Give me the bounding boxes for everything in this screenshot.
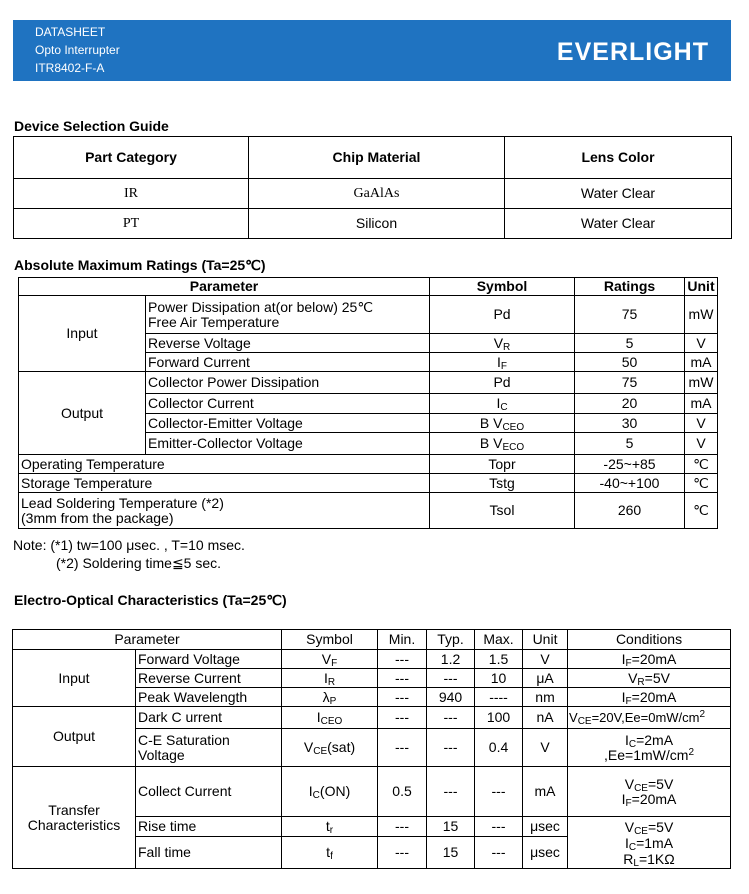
cell: IR	[14, 179, 249, 209]
max-cell: 1.5	[475, 650, 523, 669]
symbol-cell	[430, 353, 575, 372]
unit-cell: mW	[685, 296, 718, 334]
cond-part: ,Ee=1mW/cm	[604, 746, 689, 763]
symbol-main: I	[497, 353, 501, 370]
unit-cell: μsec	[523, 817, 568, 837]
group-input: Input	[19, 296, 146, 372]
cond-sub: C	[628, 841, 637, 853]
cond-part: =1KΩ	[638, 850, 675, 867]
symbol-cell	[282, 837, 378, 869]
cond-sup: 2	[688, 746, 694, 758]
typ-cell: 1.2	[427, 650, 475, 669]
unit-cell: mW	[685, 372, 718, 394]
symbol-cell	[282, 729, 378, 767]
header-part-category: Part Category	[14, 137, 249, 179]
header-conditions: Conditions	[568, 630, 731, 650]
symbol-main: V	[493, 334, 504, 351]
param-cell: Reverse Voltage	[146, 334, 430, 353]
cond-part: V	[628, 669, 638, 686]
cell: Water Clear	[505, 179, 732, 209]
min-cell: 0.5	[378, 767, 427, 817]
cond-sub: R	[637, 676, 645, 688]
unit-cell: ℃	[685, 455, 718, 474]
unit-cell: ℃	[685, 493, 718, 529]
device-selection-title: Device Selection Guide	[14, 118, 169, 134]
cell: PT	[14, 209, 249, 239]
table-row	[19, 372, 718, 394]
abs-max-table	[18, 277, 718, 529]
symbol-cell	[282, 767, 378, 817]
cond-part: I	[624, 731, 629, 748]
note-1: Note: (*1) tw=100 μsec. , T=10 msec.	[13, 537, 245, 553]
group-transfer	[13, 767, 136, 869]
symbol-cell	[282, 669, 378, 688]
symbol-cell	[430, 394, 575, 414]
table-row	[19, 455, 718, 474]
param-cell: Rise time	[136, 817, 282, 837]
unit-cell: V	[685, 334, 718, 353]
unit-cell: nA	[523, 707, 568, 729]
param-cell: Reverse Current	[136, 669, 282, 688]
unit-cell: mA	[523, 767, 568, 817]
symbol-sub: C	[312, 790, 320, 801]
cond-part: V	[569, 710, 578, 725]
param-cell: Dark C urrent	[136, 707, 282, 729]
symbol-cell: Pd	[430, 296, 575, 334]
header-parameter: Parameter	[13, 630, 282, 650]
symbol-cell: Pd	[430, 372, 575, 394]
param-line: Power Dissipation at(or below) 25℃	[148, 298, 374, 315]
param-cell: Forward Voltage	[136, 650, 282, 669]
symbol-sub: R	[503, 341, 511, 353]
max-cell: ---	[475, 817, 523, 837]
table-row	[19, 474, 718, 493]
cell: Water Clear	[505, 209, 732, 239]
header-unit: Unit	[523, 630, 568, 650]
symbol-sub: C	[500, 402, 508, 413]
cond-part: =5V	[647, 775, 674, 792]
symbol-main: V	[321, 650, 332, 667]
rating-cell: 20	[575, 394, 685, 414]
table-row	[14, 209, 732, 239]
param-line: C-E Saturation	[138, 731, 230, 748]
cond-sub: CE	[577, 716, 592, 727]
rating-cell: -25~+85	[575, 455, 685, 474]
max-cell: ---	[475, 767, 523, 817]
symbol-main: I	[316, 709, 321, 725]
condition-cell	[568, 817, 731, 869]
table-row	[19, 493, 718, 529]
max-cell: 10	[475, 669, 523, 688]
header-typ: Typ.	[427, 630, 475, 650]
header-parameter: Parameter	[19, 278, 430, 296]
param-line: Voltage	[138, 746, 185, 763]
param-cell: Forward Current	[146, 353, 430, 372]
rating-cell: 75	[575, 372, 685, 394]
symbol-main: B V	[479, 414, 503, 431]
condition-cell	[568, 767, 731, 817]
symbol-cell	[430, 334, 575, 353]
cell: GaAlAs	[249, 179, 505, 209]
condition-cell	[568, 669, 731, 688]
cond-sub: C	[628, 738, 637, 750]
brand-logo: EVERLIGHT	[556, 38, 709, 66]
cell: Silicon	[249, 209, 505, 239]
cond-part: =2mA	[636, 731, 674, 748]
symbol-sub: P	[329, 695, 337, 707]
min-cell: ---	[378, 669, 427, 688]
table-header-row	[14, 137, 732, 179]
max-cell: ----	[475, 688, 523, 707]
datasheet-label: DATASHEET	[35, 25, 106, 39]
max-cell: 0.4	[475, 729, 523, 767]
cond-part: V	[624, 775, 635, 792]
cond-part: R	[623, 850, 634, 867]
symbol-suffix: (ON)	[319, 783, 351, 799]
cond-sup: 2	[699, 709, 706, 720]
symbol-main: I	[496, 395, 501, 411]
symbol-main: B V	[479, 435, 503, 451]
typ-cell: ---	[427, 767, 475, 817]
symbol-sub: F	[500, 360, 507, 372]
header-symbol: Symbol	[282, 630, 378, 650]
condition-cell	[568, 650, 731, 669]
condition-cell	[568, 688, 731, 707]
symbol-cell: Topr	[430, 455, 575, 474]
unit-cell: μsec	[523, 837, 568, 869]
unit-cell: V	[523, 650, 568, 669]
symbol-sub: CEO	[502, 421, 525, 433]
header-max: Max.	[475, 630, 523, 650]
symbol-sub: ECO	[502, 442, 525, 453]
symbol-cell	[430, 414, 575, 433]
rating-cell: 260	[575, 493, 685, 529]
product-type: Opto Interrupter	[35, 43, 120, 57]
min-cell: ---	[378, 688, 427, 707]
param-cell: Operating Temperature	[19, 455, 430, 474]
rating-cell: 75	[575, 296, 685, 334]
cond-sub: L	[633, 857, 639, 869]
rating-cell: 50	[575, 353, 685, 372]
unit-cell: V	[523, 729, 568, 767]
cond-part: =20V,Ee=0mW/cm	[591, 710, 700, 725]
symbol-sub: CEO	[320, 716, 343, 727]
condition-cell	[568, 729, 731, 767]
min-cell: ---	[378, 817, 427, 837]
symbol-cell	[282, 817, 378, 837]
symbol-cell	[282, 650, 378, 669]
unit-cell: ℃	[685, 474, 718, 493]
cond-part: I	[621, 790, 626, 807]
rating-cell: 5	[575, 334, 685, 353]
param-line: Free Air Temperature	[148, 313, 280, 330]
header-lens-color: Lens Color	[505, 137, 732, 179]
abs-max-title: Absolute Maximum Ratings (Ta=25℃)	[14, 257, 266, 273]
max-cell: 100	[475, 707, 523, 729]
cond-part: =20mA	[631, 650, 677, 667]
part-number: ITR8402-F-A	[35, 61, 105, 75]
symbol-sub: CE	[313, 746, 328, 757]
param-cell	[19, 493, 430, 529]
group-output: Output	[13, 707, 136, 767]
group-label-line: Characteristics	[27, 816, 121, 833]
typ-cell: ---	[427, 729, 475, 767]
symbol-cell: Tsol	[430, 493, 575, 529]
symbol-suffix: (sat)	[327, 739, 356, 755]
param-cell: Peak Wavelength	[136, 688, 282, 707]
symbol-main: t	[325, 818, 330, 834]
rating-cell: 30	[575, 414, 685, 433]
table-row	[13, 650, 731, 669]
unit-cell: mA	[685, 394, 718, 414]
unit-cell: V	[685, 433, 718, 455]
symbol-main: I	[323, 669, 328, 686]
cond-part: =20mA	[631, 790, 677, 807]
symbol-main: I	[308, 783, 313, 799]
header-min: Min.	[378, 630, 427, 650]
table-row	[14, 179, 732, 209]
header-banner	[13, 20, 731, 81]
device-selection-table	[13, 136, 732, 239]
typ-cell: 940	[427, 688, 475, 707]
cond-sub: F	[625, 695, 632, 707]
cond-part: V	[624, 818, 635, 835]
cond-sub: F	[625, 657, 632, 669]
group-label-line: Transfer	[48, 801, 100, 818]
cond-sub: CE	[634, 825, 648, 837]
typ-cell: ---	[427, 707, 475, 729]
typ-cell: 15	[427, 837, 475, 869]
header-chip-material: Chip Material	[249, 137, 505, 179]
param-cell: Collector Current	[146, 394, 430, 414]
condition-cell	[568, 707, 731, 729]
table-header-row	[19, 278, 718, 296]
symbol-cell	[430, 433, 575, 455]
symbol-sub: F	[331, 657, 338, 669]
cond-part: I	[624, 834, 629, 851]
table-header-row	[13, 630, 731, 650]
symbol-cell	[282, 707, 378, 729]
symbol-main: t	[326, 844, 331, 860]
cond-part: =20mA	[631, 688, 677, 705]
cond-sub: F	[625, 797, 632, 809]
min-cell: ---	[378, 729, 427, 767]
param-cell: Fall time	[136, 837, 282, 869]
min-cell: ---	[378, 650, 427, 669]
symbol-cell: Tstg	[430, 474, 575, 493]
param-cell	[146, 296, 430, 334]
header-ratings: Ratings	[575, 278, 685, 296]
table-row	[13, 707, 731, 729]
cond-part: =1mA	[636, 834, 674, 851]
rating-cell: -40~+100	[575, 474, 685, 493]
rating-cell: 5	[575, 433, 685, 455]
param-cell: Collect Current	[136, 767, 282, 817]
header-unit: Unit	[685, 278, 718, 296]
cond-part: =5V	[644, 669, 670, 686]
param-cell: Collector Power Dissipation	[146, 372, 430, 394]
header-symbol: Symbol	[430, 278, 575, 296]
cond-sub: CE	[634, 782, 648, 794]
group-input: Input	[13, 650, 136, 707]
cond-part: =5V	[647, 818, 674, 835]
note-2: (*2) Soldering time≦5 sec.	[56, 555, 222, 571]
symbol-cell	[282, 688, 378, 707]
param-cell: Emitter-Collector Voltage	[146, 433, 430, 455]
symbol-main: λ	[322, 688, 330, 705]
unit-cell: V	[685, 414, 718, 433]
typ-cell: ---	[427, 669, 475, 688]
eo-table	[12, 629, 731, 869]
symbol-sub: f	[330, 851, 333, 862]
table-row	[19, 296, 718, 334]
unit-cell: μA	[523, 669, 568, 688]
eo-title: Electro-Optical Characteristics (Ta=25℃)	[14, 592, 287, 608]
param-cell: Storage Temperature	[19, 474, 430, 493]
symbol-main: V	[303, 739, 314, 755]
symbol-sub: R	[327, 676, 336, 688]
param-cell	[136, 729, 282, 767]
param-cell: Collector-Emitter Voltage	[146, 414, 430, 433]
param-line: (3mm from the package)	[21, 509, 174, 526]
group-output: Output	[19, 372, 146, 455]
table-row	[13, 767, 731, 817]
symbol-sub: r	[329, 825, 334, 836]
param-line: Lead Soldering Temperature (*2)	[21, 494, 224, 511]
max-cell: ---	[475, 837, 523, 869]
min-cell: ---	[378, 837, 427, 869]
min-cell: ---	[378, 707, 427, 729]
unit-cell: mA	[685, 353, 718, 372]
cond-part: I	[621, 688, 626, 705]
cond-part: I	[621, 650, 626, 667]
typ-cell: 15	[427, 817, 475, 837]
unit-cell: nm	[523, 688, 568, 707]
